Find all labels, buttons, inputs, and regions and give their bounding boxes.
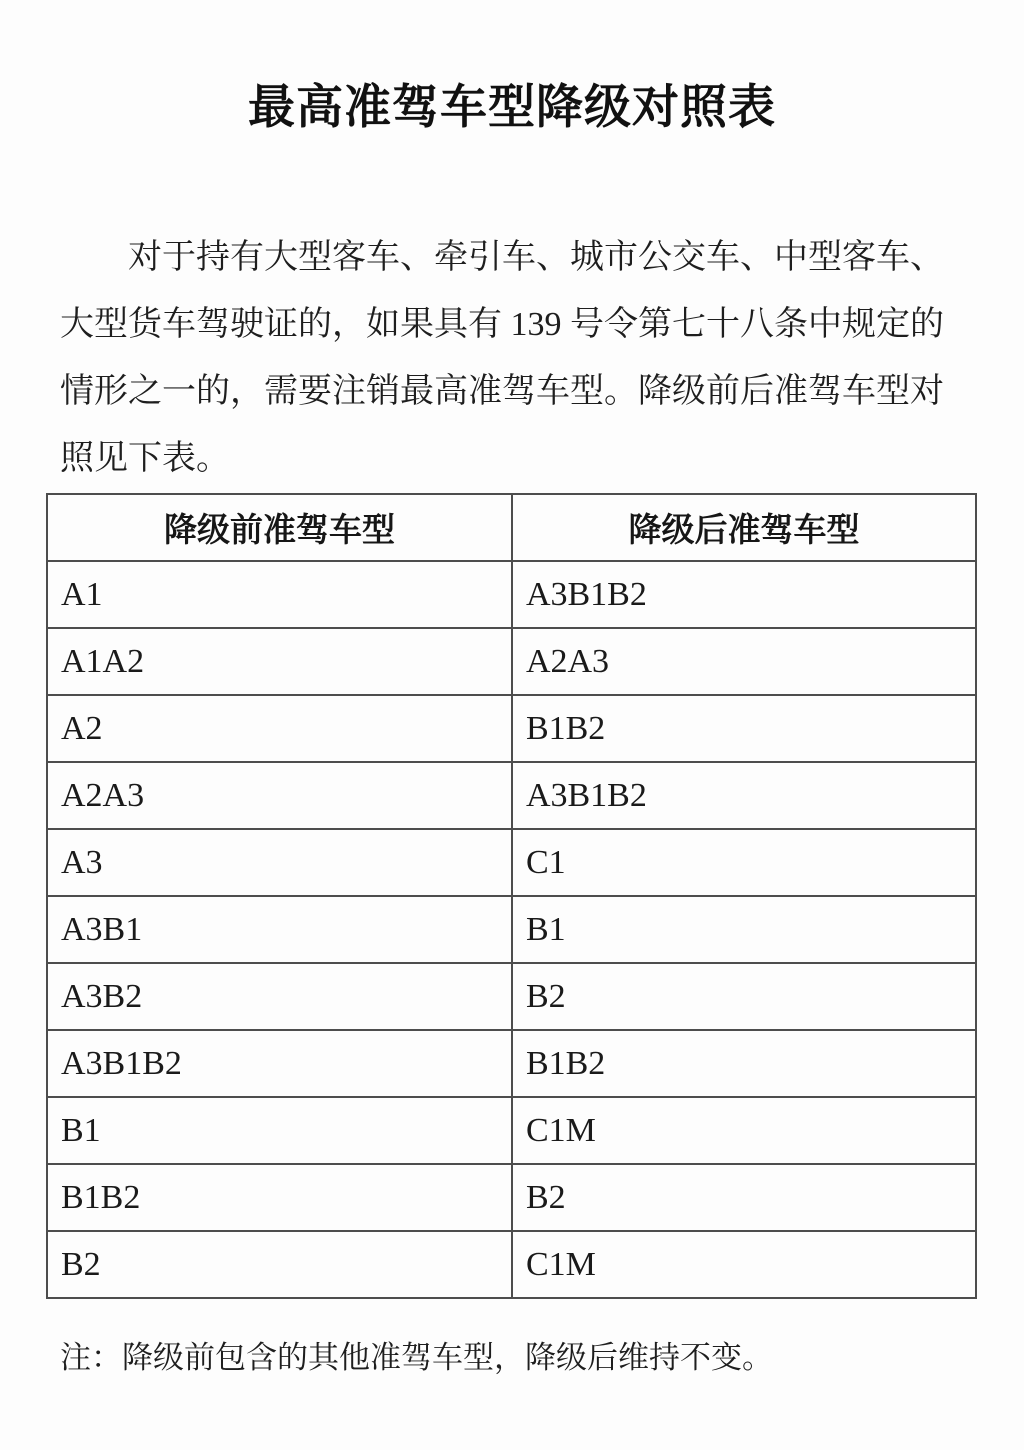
cell-after: C1 (512, 829, 976, 896)
table-row (47, 896, 976, 963)
footnote: 注：降级前包含的其他准驾车型，降级后维持不变。 (60, 1340, 773, 1375)
table-row (47, 628, 976, 695)
page-title: 最高准驾车型降级对照表 (248, 82, 776, 134)
cell-before: B1 (47, 1097, 512, 1164)
header-after-downgrade: 降级后准驾车型 (512, 494, 976, 561)
cell-before: A3B2 (47, 963, 512, 1030)
cell-before: A3 (47, 829, 512, 896)
table-row (47, 762, 976, 829)
cell-before: A2 (47, 695, 512, 762)
paragraph-line: 对于持有大型客车、牵引车、城市公交车、中型客车、 (128, 239, 944, 276)
cell-after: B1B2 (512, 695, 976, 762)
cell-after: B1 (512, 896, 976, 963)
cell-after: C1M (512, 1097, 976, 1164)
cell-after: A3B1B2 (512, 561, 976, 628)
cell-before: A2A3 (47, 762, 512, 829)
table-row (47, 561, 976, 628)
cell-before: A3B1 (47, 896, 512, 963)
cell-after: C1M (512, 1231, 976, 1298)
header-before-downgrade: 降级前准驾车型 (47, 494, 512, 561)
downgrade-comparison-table (46, 493, 977, 1299)
cell-before: B2 (47, 1231, 512, 1298)
table-row (47, 1030, 976, 1097)
table-row (47, 695, 976, 762)
paragraph-line: 大型货车驾驶证的，如果具有 139 号令第七十八条中规定的 (60, 306, 944, 343)
table-row (47, 1164, 976, 1231)
cell-before: A1 (47, 561, 512, 628)
cell-before: A3B1B2 (47, 1030, 512, 1097)
paragraph-line: 情形之一的，需要注销最高准驾车型。降级前后准驾车型对 (60, 373, 944, 410)
cell-after: B2 (512, 963, 976, 1030)
table-row (47, 1231, 976, 1298)
table-row (47, 963, 976, 1030)
cell-after: A2A3 (512, 628, 976, 695)
table-row (47, 829, 976, 896)
cell-before: B1B2 (47, 1164, 512, 1231)
cell-after: B2 (512, 1164, 976, 1231)
table-row (47, 1097, 976, 1164)
intro-paragraph (60, 224, 962, 492)
paragraph-line: 照见下表。 (60, 440, 230, 477)
table-header-row (47, 494, 976, 561)
cell-before: A1A2 (47, 628, 512, 695)
cell-after: B1B2 (512, 1030, 976, 1097)
cell-after: A3B1B2 (512, 762, 976, 829)
